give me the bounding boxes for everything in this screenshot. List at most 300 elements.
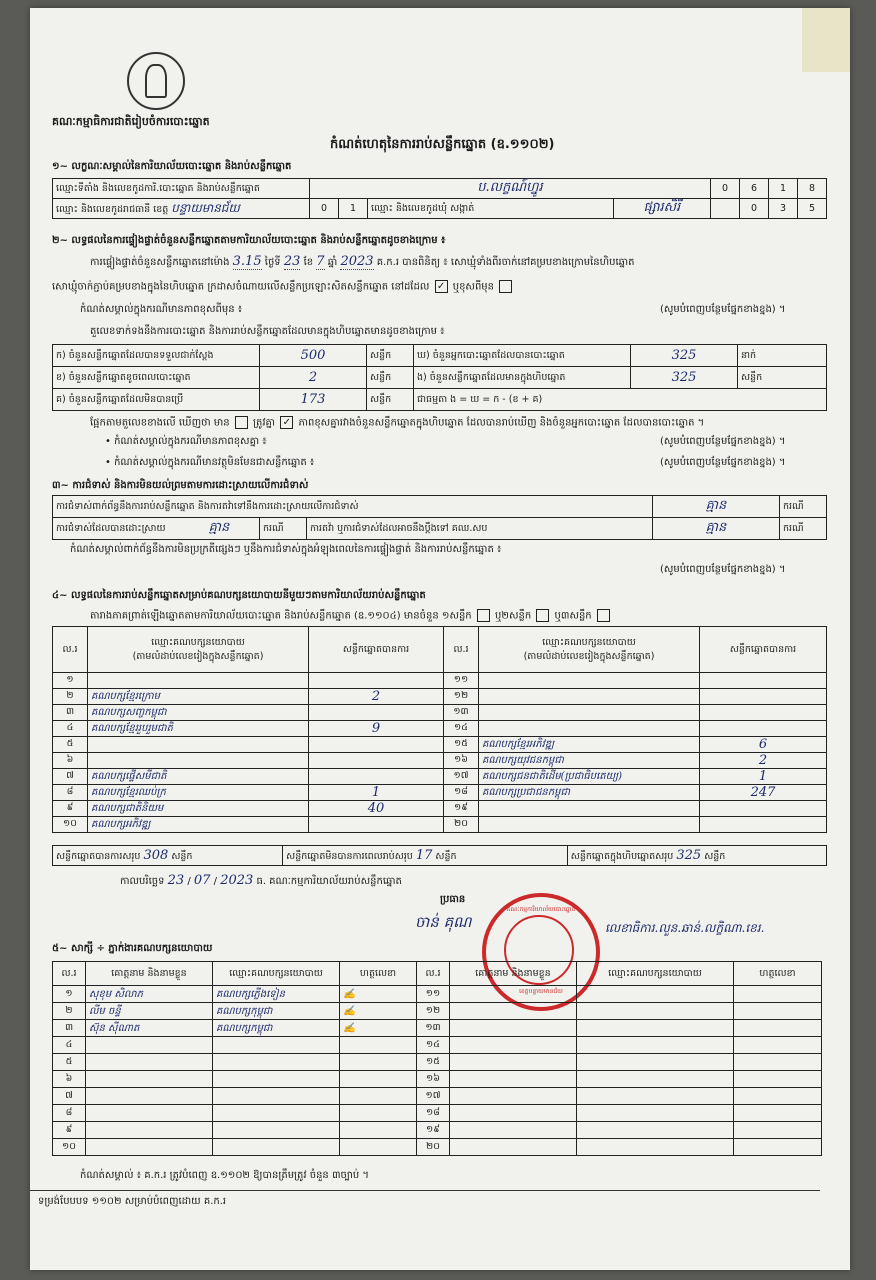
party-name: គណបក្សខ្មែរអភិវឌ្ឍ (479, 736, 700, 752)
same-checkbox[interactable]: ✓ (435, 280, 448, 293)
bullet-difference-fill: (សូមបំពេញបន្ថែមផ្នែកខាងខ្នង) ។ (660, 436, 786, 447)
results-col-party-text: ឈ្មោះគណបក្សនយោបាយ (151, 636, 245, 648)
results-row (53, 784, 827, 800)
appeal-value: គ្មាន (653, 518, 780, 540)
voters-unit: នាក់ (738, 345, 827, 367)
appeal-label: ការតវ៉ា ឬការជំទាស់ដែលអាចនឹងប្តឹងទៅ គឈ.សប (307, 518, 653, 540)
party-votes: 9 (309, 720, 444, 736)
valid-total-value: 308 (143, 847, 169, 863)
witness-col-sign: ហត្ថលេខា (340, 962, 417, 986)
difference-checkbox[interactable]: ✓ (280, 416, 293, 429)
witness-note: កំណត់សម្គាល់ ៖ គ.ក.រ ត្រូវបំពេញ ឧ.១១០២ ឱ្យបានត្រឹមត្រូវ ចំនួន ៣ច្បាប់ ។ (80, 1170, 369, 1181)
results-row (53, 704, 827, 720)
witness-party (577, 1139, 734, 1156)
chair-signature: ចាន់ គុណ (415, 913, 472, 931)
results-col-no-right: ល.រ (444, 627, 479, 673)
witness-party: គណបក្សកម្ពុជា (213, 1020, 340, 1037)
party-name: គណបក្សខ្មែរក្រោម (88, 688, 309, 704)
witness-party (213, 1037, 340, 1054)
witness-party (577, 1088, 734, 1105)
row-number: ១៨ (444, 784, 479, 800)
row-number: ៤ (53, 720, 88, 736)
witness-row (53, 1071, 822, 1088)
objection-value: គ្មាន (653, 496, 780, 518)
row-number: ១៩ (417, 1122, 450, 1139)
row-number: ៧ (53, 768, 88, 784)
witness-name (450, 1020, 577, 1037)
inbox-value: 325 (631, 367, 738, 389)
comparison-text-c: ភាពខុសគ្នារវាងចំនួនសន្លឹកឆ្នោតក្នុងហិបឆ្នោត ដែលបានរាប់ឃើញ និងចំនួនអ្នកបោះឆ្នោត ដែលបានបោះឆ្នោត ។ (298, 417, 705, 429)
commission-name: គណៈកម្មាធិការជាតិរៀបចំការបោះឆ្នោត (52, 115, 210, 128)
bullet-difference: • កំណត់សម្គាល់ក្នុងករណីមានភាពខុសគ្នា ៖ (105, 436, 267, 447)
note-difference-fill: (សូមបំពេញបន្ថែមផ្នែកខាងខ្នង) ។ (660, 304, 786, 315)
witness-name (450, 1037, 577, 1054)
party-name (479, 720, 700, 736)
party-name: គណបក្សខ្មែររួបរួមជាតិ (88, 720, 309, 736)
witness-name (450, 1003, 577, 1020)
day-label: ថ្ងៃទី (264, 257, 281, 268)
witness-row (53, 1088, 822, 1105)
witness-row (53, 1054, 822, 1071)
witness-party: គណបក្សកុម្ពុជា (213, 1003, 340, 1020)
row-number: ១៧ (417, 1088, 450, 1105)
appeal-unit: ករណី (780, 518, 827, 540)
party-name (88, 673, 309, 689)
verification-time: 3.15 (232, 254, 262, 269)
committee-label: ធ. គណៈកម្មការិយាល័យរាប់សន្លឹកឆ្នោត (256, 876, 402, 887)
verification-line-1-rest: គ.ក.រ បានពិនិត្យ ៖ សោឃ្មុំទាំងពីរចាក់នៅគម្របខាងក្រោមនៃហិបឆ្នោត (376, 257, 635, 268)
figures-intro: តួលេខទាក់ទងនឹងការបោះឆ្នោត និងការរាប់សន្លឹកឆ្នោតដែលមានក្នុងហិបឆ្នោតមានដូចខាងក្រោម ៖ (90, 326, 445, 337)
party-votes (309, 768, 444, 784)
row-number: ១១ (417, 986, 450, 1003)
irregularity-note: កំណត់សម្គាល់ពាក់ព័ន្ធនឹងការមិនប្រក្រតីផ្សេងៗ ឬនឹងការជំទាស់ក្នុងអំឡុងពេលនៃការផ្ទៀងផ្ទាត់ និងការរាប់សន្លឹកឆ្នោត ៖ (70, 544, 502, 555)
row-number: ៥ (53, 1054, 86, 1071)
match-checkbox[interactable] (235, 416, 248, 429)
section-2-heading: ២~ លទ្ធផលនៃការផ្ទៀងផ្ទាត់ចំនួនសន្លឹកឆ្នោតតាមការិយាល័យបោះឆ្នោត និងរាប់សន្លឹកឆ្នោតដូចខាងក្រោម ៖ (52, 235, 446, 246)
witness-signature (734, 1105, 822, 1122)
commune-code-blank (711, 199, 740, 219)
seal-top-text: គណៈកម្មការិយាល័យបោះឆ្នោត (506, 906, 576, 913)
section-5-heading: ៥~ សាក្សី ÷ ភ្នាក់ងារគណបក្សនយោបាយ (52, 943, 213, 954)
witness-col-party-right: ឈ្មោះគណបក្សនយោបាយ (577, 962, 734, 986)
invalid-total-value: 17 (415, 847, 433, 863)
commune-label: ឈ្មោះ និងលេខកូដឃុំ សង្កាត់ (368, 199, 614, 219)
province-code-1: 0 (310, 199, 339, 219)
party-name: គណបក្សជនជាតិដើម(ប្រជាធិបតេយ្យ) (479, 768, 700, 784)
party-name: គណបក្សសញ្ចកម្ពុជា (88, 704, 309, 720)
date-label: កាលបរិច្ឆេទ (120, 876, 165, 887)
witness-signature: ✍ (340, 1003, 417, 1020)
results-table (52, 626, 827, 833)
row-number: ១៤ (417, 1037, 450, 1054)
invalid-total-label: សន្លឹកឆ្នោតមិនបានការពេលរាប់សរុប (286, 850, 413, 862)
row-number: ៦ (53, 1071, 86, 1088)
party-votes: 2 (309, 688, 444, 704)
witness-row (53, 1037, 822, 1054)
row-number: ៣ (53, 704, 88, 720)
three-sheets-checkbox[interactable] (597, 609, 610, 622)
witness-party (577, 1003, 734, 1020)
witness-name (86, 1037, 213, 1054)
witness-party (213, 1054, 340, 1071)
party-name (479, 673, 700, 689)
witness-signature (734, 1020, 822, 1037)
party-name (479, 800, 700, 816)
location-label: ឈ្មោះទីតាំង និងលេខកូដការិ.បោះឆ្នោត និងរាប់សន្លឹកឆ្នោត (53, 179, 310, 199)
witness-name (450, 1054, 577, 1071)
province-code-2: 1 (339, 199, 368, 219)
inbox-label: ង) ចំនួនសន្លឹកឆ្នោតដែលមានក្នុងហិបឆ្នោត (414, 367, 631, 389)
figures-table (52, 344, 827, 411)
location-code-3: 1 (769, 179, 798, 199)
party-votes: 40 (309, 800, 444, 816)
witness-table (52, 961, 822, 1156)
witness-party (577, 1105, 734, 1122)
witness-signature (734, 1122, 822, 1139)
resolved-value: គ្មាន (208, 520, 230, 535)
witness-party (213, 1088, 340, 1105)
row-number: ១៧ (444, 768, 479, 784)
objection-unit: ករណី (780, 496, 827, 518)
comparison-text-a: ផ្អែកតាមតួលេខខាងលើ ឃើញថា មាន (90, 417, 230, 429)
spoiled-label: ខ) ចំនួនសន្លឹកឆ្នោតខូចពេលបោះឆ្នោត (53, 367, 260, 389)
witness-name (450, 1105, 577, 1122)
results-col-votes-right: សន្លឹកឆ្នោតបានការ (700, 627, 827, 673)
results-row (53, 736, 827, 752)
row-number: ៧ (53, 1088, 86, 1105)
witness-name (86, 1139, 213, 1156)
valid-total (53, 846, 283, 866)
ballot-counting-form (30, 8, 850, 1270)
row-number: ២ (53, 688, 88, 704)
witness-signature (340, 1071, 417, 1088)
date-day: 23 (167, 873, 185, 888)
witness-signature (734, 1037, 822, 1054)
results-col-party (88, 627, 309, 673)
verification-month: 7 (316, 254, 325, 269)
witness-party (577, 1071, 734, 1088)
objection-label: ការជំទាស់ពាក់ព័ន្ធនឹងការរាប់សន្លឹកឆ្នោត និងការតវ៉ាទៅនឹងការដោះស្រាយលើការជំទាស់ (53, 496, 653, 518)
nec-emblem-icon (127, 52, 185, 110)
footer-divider (30, 1190, 820, 1191)
witness-row (53, 1003, 822, 1020)
witness-name (450, 1088, 577, 1105)
party-votes: 2 (700, 752, 827, 768)
section-1-heading: ១~ លក្ខណៈសម្គាល់នៃការិយាល័យបោះឆ្នោត និងរាប់សន្លឹកឆ្នោត (52, 161, 292, 172)
party-votes (309, 816, 444, 832)
witness-party (577, 1054, 734, 1071)
changed-checkbox[interactable] (499, 280, 512, 293)
party-name (88, 736, 309, 752)
results-row (53, 720, 827, 736)
location-code-4: 8 (798, 179, 827, 199)
party-votes (309, 736, 444, 752)
box-total-label: សន្លឹកឆ្នោតក្នុងហិបឆ្នោតសរុប (570, 850, 674, 862)
witness-col-no-right: ល.រ (417, 962, 450, 986)
section-4-heading: ៤~ លទ្ធផលនៃការរាប់សន្លឹកឆ្នោតសម្រាប់គណបក្សនយោបាយនីមួយៗតាមការិយាល័យរាប់សន្លឹកឆ្នោត (52, 590, 426, 601)
party-name (479, 704, 700, 720)
witness-name (86, 1105, 213, 1122)
results-col-party-sub: (តាមលំដាប់លេខរៀងក្នុងសន្លឹកឆ្នោត) (132, 650, 264, 662)
party-votes (700, 816, 827, 832)
date-month: 07 (193, 873, 211, 888)
party-votes (700, 704, 827, 720)
commune-code-1: 0 (740, 199, 769, 219)
witness-name: លីម ចន្ទី (86, 1003, 213, 1020)
witness-signature: ✍ (340, 1020, 417, 1037)
location-code-2: 6 (740, 179, 769, 199)
witness-party: គណបក្សភ្លើងទៀន (213, 986, 340, 1003)
valid-total-unit: សន្លឹក (171, 850, 193, 862)
row-number: ១២ (444, 688, 479, 704)
results-row (53, 688, 827, 704)
results-col-votes: សន្លឹកឆ្នោតបានការ (309, 627, 444, 673)
row-number: ១៦ (417, 1071, 450, 1088)
witness-signature (340, 1088, 417, 1105)
row-number: ១០ (53, 816, 88, 832)
witness-name (450, 1122, 577, 1139)
row-number: ២០ (444, 816, 479, 832)
commune-code-2: 3 (769, 199, 798, 219)
row-number: ១៥ (417, 1054, 450, 1071)
objection-table (52, 495, 827, 540)
form-title: កំណត់ហេតុនៃការរាប់សន្លឹកឆ្នោត (ឧ.១១០២) (330, 137, 555, 152)
witness-col-name-right: គោត្តនាម និងនាមខ្លួន (450, 962, 577, 986)
party-name (479, 688, 700, 704)
witness-name (450, 1071, 577, 1088)
witness-name (86, 1071, 213, 1088)
received-label: ក) ចំនួនសន្លឹកឆ្នោតដែលបានទទួលជាក់ស្តែង (53, 345, 260, 367)
party-name: គណបក្សជាតិនិយម (88, 800, 309, 816)
resolved-label (53, 518, 260, 540)
formula: ជាធម្មតា ង = ឃ = ក - (ខ + គ) (414, 389, 827, 411)
row-number: ១៤ (444, 720, 479, 736)
party-name (88, 752, 309, 768)
voters-value: 325 (631, 345, 738, 367)
witness-row (53, 1020, 822, 1037)
province-value: បន្ទាយមានជ័យ (171, 200, 240, 215)
party-name: គណបក្សយុវជនកម្ពុជា (479, 752, 700, 768)
one-sheet-checkbox[interactable] (477, 609, 490, 622)
verification-line-2 (52, 280, 514, 293)
row-number: ២ (53, 1003, 86, 1020)
year-label: ឆ្នាំ (327, 257, 338, 268)
witness-signature (734, 1003, 822, 1020)
witness-name (86, 1122, 213, 1139)
date-line: កាលបរិច្ឆេទ 23 / 07 / 2023 ធ. គណៈកម្មការិយាល័យរាប់សន្លឹកឆ្នោត (120, 873, 402, 888)
row-number: ៩ (53, 1122, 86, 1139)
witness-signature (340, 1105, 417, 1122)
box-total (567, 846, 826, 866)
party-votes (309, 752, 444, 768)
party-votes (700, 673, 827, 689)
row-number: ១២ (417, 1003, 450, 1020)
resolved-label-text: ការជំទាស់ដែលបានដោះស្រាយ (56, 523, 166, 534)
party-name (479, 816, 700, 832)
verification-day: 23 (283, 254, 301, 269)
witness-name: សុខុម សិលាភ (86, 986, 213, 1003)
party-votes: 6 (700, 736, 827, 752)
witness-row (53, 1105, 822, 1122)
row-number: ៩ (53, 800, 88, 816)
witness-name: ស៊ុន ស៊ីណាត (86, 1020, 213, 1037)
witness-party (213, 1105, 340, 1122)
section-1-table (52, 178, 827, 219)
date-year: 2023 (220, 873, 254, 888)
party-votes: 1 (700, 768, 827, 784)
witness-name (450, 986, 577, 1003)
form-footer: ទម្រង់បែបបទ ១១០២ សម្រាប់បំពេញដោយ គ.ក.រ (38, 1196, 227, 1207)
party-votes (700, 720, 827, 736)
comparison-text-b: ត្រូវគ្នា (253, 417, 276, 429)
row-number: ១៨ (417, 1105, 450, 1122)
witness-row (53, 986, 822, 1003)
party-name: គណបក្សប្រជាជនកម្ពុជា (479, 784, 700, 800)
party-votes (700, 688, 827, 704)
party-name: គណបក្សអភិវឌ្ឍ (88, 816, 309, 832)
location-value: ប.លក្ខណ៍ហ្នូរ (310, 179, 711, 199)
witness-signature (340, 1054, 417, 1071)
inbox-unit: សន្លឹក (738, 367, 827, 389)
results-col-party-right (479, 627, 700, 673)
paper-corner (802, 8, 850, 72)
party-name: គណបក្សខ្មែរឈប់ក្រ (88, 784, 309, 800)
voters-label: ឃ) ចំនួនអ្នកបោះឆ្នោតដែលបានបោះឆ្នោត (414, 345, 631, 367)
witness-signature (340, 1037, 417, 1054)
resolved-unit: ករណី (260, 518, 307, 540)
verification-line-2-text: សោឃ្មុំចាក់ភ្ជាប់គម្របខាងក្នុងនៃហិបឆ្នោត ក្រដាសចំណាយលើសន្លឹកប្រឡោះសិតសន្លឹកឆ្នោត នៅដដែល (52, 281, 430, 293)
witness-signature: ✍ (340, 986, 417, 1003)
row-number: ១១ (444, 673, 479, 689)
row-number: ៥ (53, 736, 88, 752)
verification-line-1 (90, 255, 635, 270)
witness-row (53, 1122, 822, 1139)
tally-intro (90, 609, 612, 622)
results-col-party-right-text: ឈ្មោះគណបក្សនយោបាយ (542, 636, 636, 648)
verification-time-label: ការផ្ទៀងផ្ទាត់ចំនួនសន្លឹកឆ្នោតនៅម៉ោង (90, 257, 230, 268)
changed-label: ឬខុសពីមុន (452, 281, 494, 293)
two-sheets-checkbox[interactable] (536, 609, 549, 622)
commune-code-3: 5 (798, 199, 827, 219)
results-row (53, 816, 827, 832)
witness-party (577, 1020, 734, 1037)
results-col-party-right-sub: (តាមលំដាប់លេខរៀងក្នុងសន្លឹកឆ្នោត) (523, 650, 655, 662)
witness-signature (734, 1088, 822, 1105)
row-number: ២០ (417, 1139, 450, 1156)
witness-name (86, 1088, 213, 1105)
unused-unit: សន្លឹក (367, 389, 414, 411)
province-label (53, 199, 310, 219)
invalid-total (283, 846, 568, 866)
section-3-heading: ៣~ ការជំទាស់ និងការមិនយល់ព្រមតាមការដោះស្រាយលើការជំទាស់ (52, 480, 309, 491)
bullet-objects: • កំណត់សម្គាល់ក្នុងករណីមានវត្ថុមិនមែនជាសន្លឹកឆ្នោត ៖ (105, 457, 315, 468)
invalid-total-unit: សន្លឹក (435, 850, 457, 862)
seal-bottom-text: ខេត្តបន្ទាយមានជ័យ (519, 988, 563, 995)
comparison-line (90, 416, 704, 429)
row-number: ៨ (53, 784, 88, 800)
received-unit: សន្លឹក (367, 345, 414, 367)
row-number: ១៦ (444, 752, 479, 768)
witness-col-no: ល.រ (53, 962, 86, 986)
results-row (53, 768, 827, 784)
row-number: ១ (53, 673, 88, 689)
bullet-objects-fill: (សូមបំពេញបន្ថែមផ្នែកខាងខ្នង) ។ (660, 457, 786, 468)
party-votes (309, 673, 444, 689)
witness-col-sign-right: ហត្ថលេខា (734, 962, 822, 986)
witness-name (86, 1054, 213, 1071)
spoiled-value: 2 (260, 367, 367, 389)
row-number: ៨ (53, 1105, 86, 1122)
valid-total-label: សន្លឹកឆ្នោតបានការសរុប (56, 850, 141, 862)
secretary-signature: លេខាធិការ.លួន.ឆាន់.លក្ខិណា.ខេរ. (605, 921, 765, 935)
witness-signature (340, 1122, 417, 1139)
province-label-text: ឈ្មោះ និងលេខកូដរាជធានី ខេត្ត (56, 203, 169, 215)
witness-row (53, 1139, 822, 1156)
location-code-1: 0 (711, 179, 740, 199)
irregularity-fill: (សូមបំពេញបន្ថែមផ្នែកខាងខ្នង) ។ (660, 564, 786, 575)
party-name: គណបក្សផ្ទើសមីជាតិ (88, 768, 309, 784)
two-sheets-label: ឬ២សន្លឹក (495, 610, 532, 622)
row-number: ១០ (53, 1139, 86, 1156)
unused-label: គ) ចំនួនសន្លឹកឆ្នោតដែលមិនបានប្រើ (53, 389, 260, 411)
witness-party (213, 1071, 340, 1088)
row-number: ១៣ (417, 1020, 450, 1037)
results-col-no: ល.រ (53, 627, 88, 673)
witness-col-name: គោត្តនាម និងនាមខ្លួន (86, 962, 213, 986)
box-total-value: 325 (676, 847, 702, 863)
row-number: ១៩ (444, 800, 479, 816)
witness-party (213, 1122, 340, 1139)
row-number: ៤ (53, 1037, 86, 1054)
party-votes (309, 704, 444, 720)
witness-signature (734, 1139, 822, 1156)
witness-party (577, 1037, 734, 1054)
witness-party (577, 986, 734, 1003)
verification-year: 2023 (340, 254, 374, 269)
witness-signature (340, 1139, 417, 1156)
party-votes: 247 (700, 784, 827, 800)
party-votes: 1 (309, 784, 444, 800)
row-number: ១ (53, 986, 86, 1003)
unused-value: 173 (260, 389, 367, 411)
totals-table (52, 845, 827, 866)
commune-value: ផ្សារសិរី (613, 199, 710, 219)
witness-signature (734, 1054, 822, 1071)
results-row (53, 800, 827, 816)
witness-signature (734, 986, 822, 1003)
witness-col-party: ឈ្មោះគណបក្សនយោបាយ (213, 962, 340, 986)
box-total-unit: សន្លឹក (704, 850, 726, 862)
tally-intro-text: តារាងភាគព្រាត់ឡើងឆ្នោតតាមការិយាល័យបោះឆ្នោត និងរាប់សន្លឹកឆ្នោត (ឧ.១១០៤) មានចំនួន ១សន្លឹក (90, 610, 472, 622)
results-row (53, 752, 827, 768)
row-number: ១៥ (444, 736, 479, 752)
three-sheets-label: ឬ៣សន្លឹក (554, 610, 592, 622)
row-number: ៦ (53, 752, 88, 768)
month-label: ខែ (303, 257, 314, 268)
spoiled-unit: សន្លឹក (367, 367, 414, 389)
received-value: 500 (260, 345, 367, 367)
row-number: ៣ (53, 1020, 86, 1037)
results-row (53, 673, 827, 689)
party-votes (700, 800, 827, 816)
row-number: ១៣ (444, 704, 479, 720)
chair-label: ប្រធាន (440, 894, 466, 905)
witness-party (577, 1122, 734, 1139)
witness-signature (734, 1071, 822, 1088)
note-difference: កំណត់សម្គាល់ក្នុងករណីមានភាពខុសពីមុន ៖ (80, 304, 243, 315)
witness-name (450, 1139, 577, 1156)
witness-party (213, 1139, 340, 1156)
